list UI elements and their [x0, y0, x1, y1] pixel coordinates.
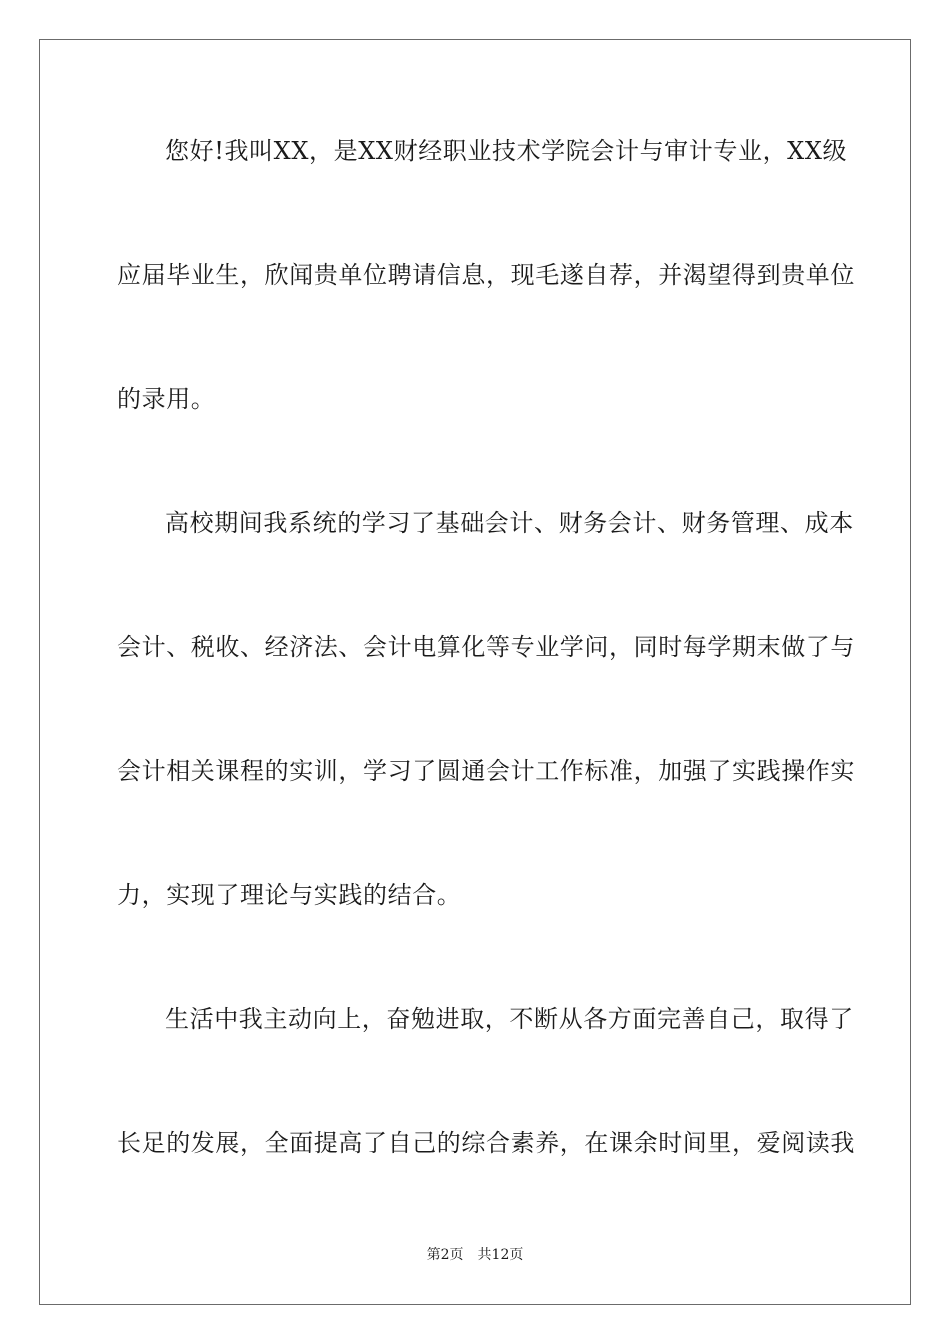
paragraph-2-line-3: 会计相关课程的实训，学习了圆通会计工作标准，加强了实践操作实	[117, 757, 855, 785]
paragraph-3-line-2: 长足的发展，全面提高了自己的综合素养，在课余时间里，爱阅读我	[117, 1129, 855, 1157]
page-frame	[39, 39, 911, 1305]
paragraph-1-line-1: 您好!我叫XX，是XX财经职业技术学院会计与审计专业，XX级	[165, 137, 848, 165]
paragraph-1-line-3: 的录用。	[117, 385, 216, 413]
page-number: 第2页	[426, 1247, 464, 1263]
paragraph-3-line-1: 生活中我主动向上，奋勉进取，不断从各方面完善自己，取得了	[165, 1005, 854, 1033]
paragraph-2-line-4: 力，实现了理论与实践的结合。	[117, 881, 462, 909]
page-footer	[0, 1244, 950, 1264]
paragraph-2-line-1: 高校期间我系统的学习了基础会计、财务会计、财务管理、成本	[165, 509, 854, 537]
page-total: 共12页	[477, 1247, 524, 1263]
paragraph-1-line-2: 应届毕业生，欣闻贵单位聘请信息，现毛遂自荐，并渴望得到贵单位	[117, 261, 855, 289]
paragraph-2-line-2: 会计、税收、经济法、会计电算化等专业学问，同时每学期末做了与	[117, 633, 855, 661]
